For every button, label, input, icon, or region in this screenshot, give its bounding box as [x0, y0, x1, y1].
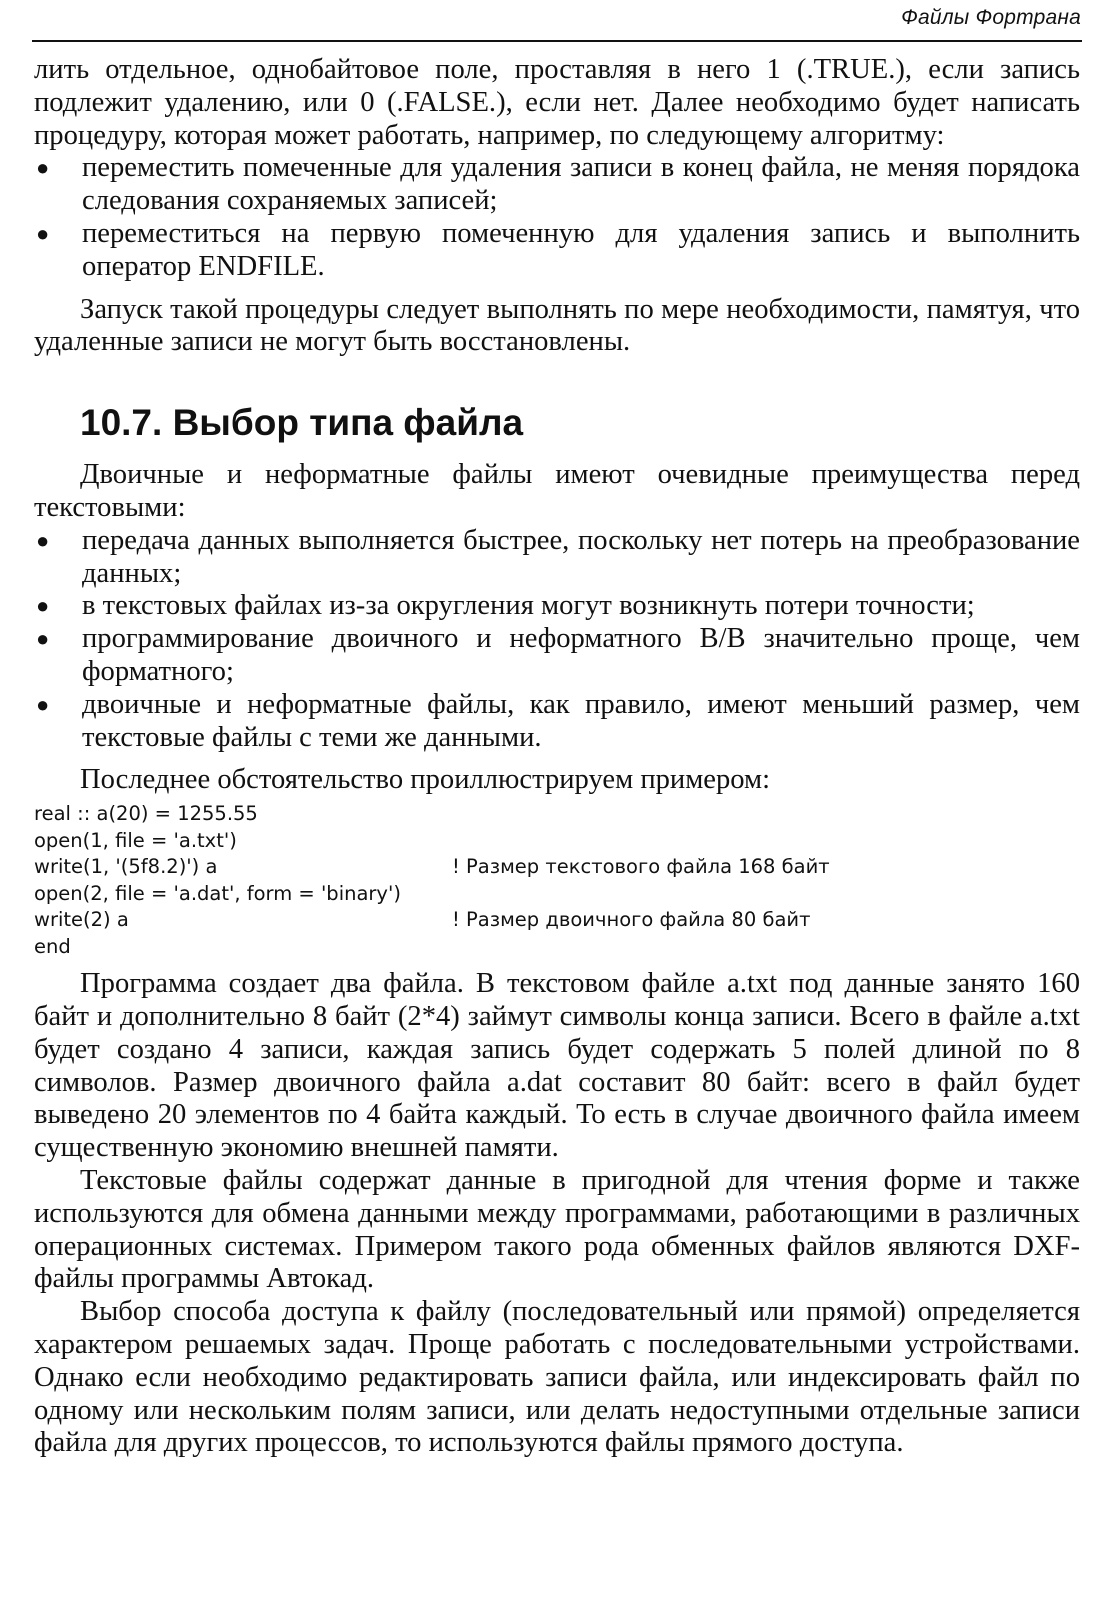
list-item-text: в текстовых файлах из-за округления могут возникнуть потери точности;	[82, 590, 975, 622]
code-line	[34, 934, 1080, 961]
paragraph: Двоичные и неформатные файлы имеют очевидные преимущества перед текстовыми:	[34, 459, 1080, 523]
code-comment: ! Размер двоичного файла 80 байт	[452, 908, 811, 932]
list-item-text: переместиться на первую помеченную для удаления запись и выполнить оператор ENDFILE.	[82, 217, 1080, 282]
bullet-list-advantages	[34, 525, 1080, 755]
code-line	[34, 907, 1080, 934]
list-item-text: передача данных выполняется быстрее, поскольку нет потерь на преобразование данных;	[82, 524, 1080, 589]
code-comment: ! Размер текстового файла 168 байт	[452, 855, 830, 879]
bullet-icon: ●	[36, 691, 50, 717]
code-statement: open(2, file = 'a.dat', form = 'binary')	[34, 881, 401, 905]
page-body	[34, 54, 1080, 1460]
code-statement: write(2) a	[34, 908, 129, 932]
code-statement: real :: a(20) = 1255.55	[34, 802, 258, 826]
code-statement: write(1, '(5f8.2)') a	[34, 855, 218, 879]
bullet-icon: ●	[36, 527, 50, 553]
running-header: Файлы Фортрана	[901, 6, 1081, 29]
code-line	[34, 854, 1080, 881]
list-item	[34, 689, 1080, 755]
code-line	[34, 828, 1080, 855]
list-item	[34, 525, 1080, 591]
paragraph: Последнее обстоятельство проиллюстрируем примером:	[80, 764, 771, 796]
list-item	[34, 590, 1080, 623]
code-line	[34, 881, 1080, 908]
paragraph: Запуск такой процедуры следует выполнять по мере необходимости, памятуя, что удаленные записи не могут быть восстановлены.	[34, 293, 1080, 358]
code-statement: open(1, file = 'a.txt')	[34, 828, 237, 852]
bullet-icon: ●	[36, 626, 50, 652]
list-item	[34, 152, 1080, 218]
bullet-list-algorithm	[34, 152, 1080, 283]
section-heading: 10.7. Выбор типа файла	[80, 402, 524, 444]
code-line	[34, 801, 1080, 828]
bullet-icon: ●	[36, 593, 50, 619]
code-statement: end	[34, 934, 71, 958]
paragraph: Программа создает два файла. В текстовом файле a.txt под данные занято 160 байт и дополнительно 8 байт (2*4) займут символы конца записи. Всего в файле a.txt будет создано 4 записи, каждая запись будет содержать 5 полей длиной по 8 символов. Размер двоичного файла a.dat составит 80 байт: всего в файл будет выведено 20 элементов по 4 байта каждый. То есть в случае двоичного файла имеем существенную экономию внешней памяти.	[34, 968, 1080, 1164]
paragraph: Текстовые файлы содержат данные в пригодной для чтения форме и также используются для обмена данными между программами, работающими в различных операционных системах. Примером такого рода обменных файлов являются DXF-файлы программы Автокад.	[34, 1164, 1080, 1295]
header-rule	[32, 40, 1082, 42]
bullet-icon: ●	[36, 220, 50, 246]
list-item-text: программирование двоичного и неформатного В/В значительно проще, чем форматного;	[82, 623, 1080, 687]
list-item	[34, 623, 1080, 689]
code-listing	[34, 801, 1080, 960]
paragraph-continued: лить отдельное, однобайтовое поле, проставляя в него 1 (.TRUE.), если запись подлежит удалению, или 0 (.FALSE.), если нет. Далее необходимо будет написать процедуру, которая может работать, например, по следующему алгоритму:	[34, 54, 1080, 151]
list-item-text: двоичные и неформатные файлы, как правило, имеют меньший размер, чем текстовые файлы с теми же данными.	[82, 688, 1080, 753]
list-item	[34, 218, 1080, 284]
list-item-text: переместить помеченные для удаления записи в конец файла, не меняя порядока следования сохраняемых записей;	[82, 152, 1080, 217]
paragraph: Выбор способа доступа к файлу (последовательный или прямой) определяется характером решаемых задач. Проще работать с последовательными устройствами. Однако если необходимо редактировать записи файла, или индексировать файл по одному или нескольким полям записи, или делать недоступными отдельные записи файла для других процессов, то используются файлы прямого доступа.	[34, 1296, 1080, 1459]
bullet-icon: ●	[36, 155, 50, 181]
